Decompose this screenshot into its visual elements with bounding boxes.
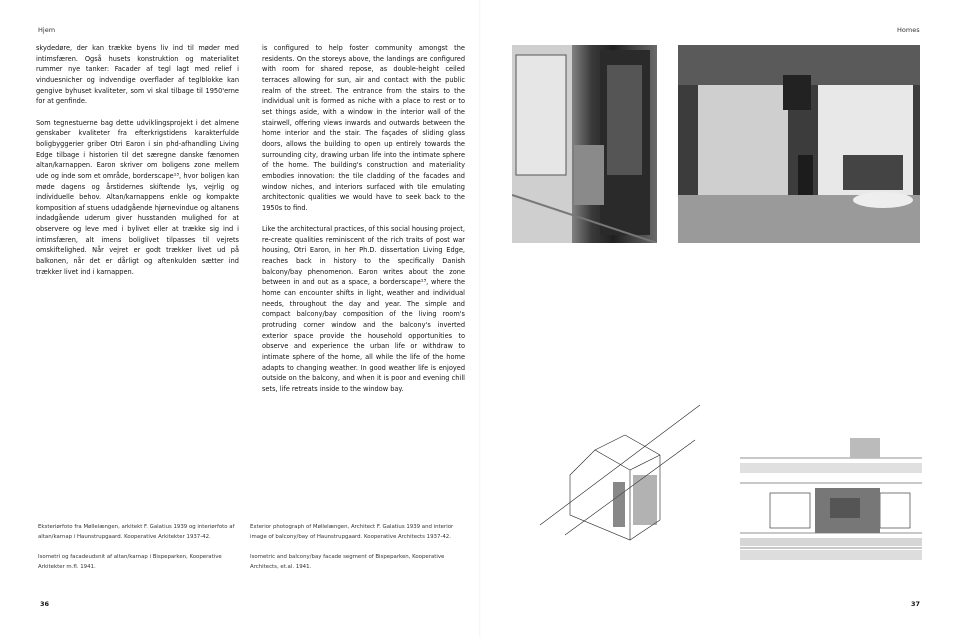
- caption: Isometri og facadeudsnit af altan/karnap i Bispeparken, Kooperative Arkitekter m.fl. 1941.: [38, 554, 222, 570]
- isometric-drawing: [535, 400, 705, 545]
- danish-body-column: [36, 43, 239, 288]
- facade-elevation-drawing: [740, 438, 922, 563]
- body-paragraph: is configured to help foster community amongst the residents. On the storeys above, the landings are configured with room for shared repose, as double-height ceiled terraces allowing for sun, air and contact with the public realm of the street. The entrance from the stairs to the individual unit is formed as niche with a place to rest or to set things aside, with a window in the interior wall of the stairwell, offering views inwards and outwards between the home interior and the stair. The façades of sliding glass doors, allows the building to open up entirely towards the surrounding city, drawing urban life into the intimate sphere of the home. The building's construction and materiality embodies innovation: the tile cladding of the facades and window niches, and interiors surfaced with tile emulating architectonic qualities we would have to seek back to the 1950s to find.: [262, 44, 465, 212]
- exterior-photo-detail: [512, 45, 657, 243]
- page-number-right: 37: [911, 600, 921, 608]
- exterior-photo: [512, 45, 657, 243]
- english-body-column: [262, 43, 465, 405]
- caption: Exterior photograph of Møllelængen, Architect F. Galatius 1939 and interior image of balcony/bay of Haunstrupgaard. Kooperative Architects 1937-42.: [250, 524, 454, 540]
- english-captions: [250, 522, 460, 582]
- interior-photo-detail: [678, 45, 920, 243]
- interior-photo: [678, 45, 920, 243]
- page-number-left: 36: [40, 600, 50, 608]
- page-gutter: [479, 0, 481, 637]
- body-paragraph: Som tegnestuerne bag dette udviklingsprojekt i det almene genskaber kvaliteter fra efterkrigstidens karakterfulde boligbyggerier griber Otri Earon i sin phd-afhandling Living Edge tilbage i historien til det særegne danske fænomen altan/karnappen. Earon skriver om boligens zone mellem ude og inde som et område, borderscape¹³, hvor boligen kan møde dagens og årstidernes skiftende lys, vejrlig og individuelle behov. Altan/karnappens enkle og kompakte komposition af stuens udadgående hjørnevindue og altanens indadgående uderum giver husstanden mulighed for at observere og leve med i bylivet eller at trække sig ind i intimsfæren, alt imens boliglivet tilpasses til vejrets omskiftelighed. Når vejret er godt trækker livet ud på balkonen, når det er dårligt og aftenkulden sætter ind trækker livet ind i karnappen.: [36, 118, 239, 276]
- running-head-right: Homes: [897, 26, 920, 34]
- caption: Isometric and balcony/bay facade segment of Bispeparken, Kooperative Architects, et.al. 1941.: [250, 554, 445, 570]
- running-head-left: Hjem: [38, 26, 56, 34]
- danish-captions: [38, 522, 248, 582]
- body-paragraph: Like the architectural practices, of this social housing project, re-create qualities reminiscent of the rich traits of post war housing, Otri Earon, in her Ph.D. dissertation Living Edge, reaches back in history to the specifically Danish balcony/bay phenomenon. Earon writes about the zone between in and out as a space, a borderscape¹³, where the home can encounter shifts in light, weather and individual needs, throughout the day and year. The simple and compact balcony/bay composition of the living room's protruding corner window and the balcony's inverted exterior space provide the household opportunities to observe and experience the urban life or withdraw to intimate sphere of the home, all while the life of the home adapts to changing weather. In good weather life is enjoyed outside on the balcony, and when it is poor and evening chill sets, life retreats inside to the window bay.: [262, 225, 465, 393]
- caption: Eksteriørfoto fra Møllelængen, arkitekt F. Galatius 1939 og interiørfoto af altan/karnap i Haunstrupgaard. Kooperative Arkitekter 1937-42.: [38, 524, 235, 540]
- body-paragraph: skydedøre, der kan trække byens liv ind til møder med intimsfæren. Også husets konstruktion og materialitet rummer nye tanker: Facader af tegl lagt med relief i vinduesnicher og indvendige overflader af teglblokke kan gengive byhuset kvaliteter, som vi skal tilbage til 1950'erne for at genfinde.: [36, 44, 239, 106]
